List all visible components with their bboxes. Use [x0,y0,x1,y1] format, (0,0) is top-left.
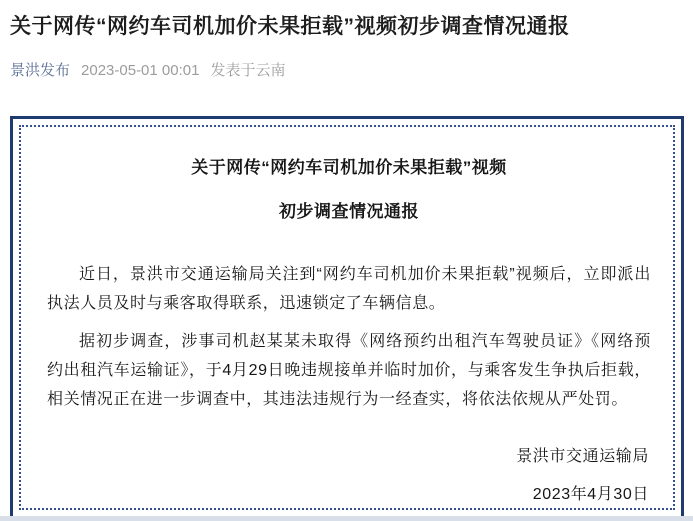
page-title: 关于网传“网约车司机加价未果拒载”视频初步调查情况通报 [10,15,570,38]
notice-body [47,260,651,414]
notice-inner-border [19,125,675,510]
notice-paragraph: 近日，景洪市交通运输局关注到“网约车司机加价未果拒载”视频后，立即派出执法人员及时与乘客取得联系，迅速锁定了车辆信息。 [47,266,651,312]
notice-paragraph: 据初步调查，涉事司机赵某某未取得《网络预约出租汽车驾驶员证》《网络预约出租汽车运输证》，于4月29日晚违规接单并临时加价，与乘客发生争执后拒载，相关情况正在进一步调查中，其违法违规行为一经查实，将依法依规从严处罚。 [47,333,651,408]
bottom-edge-strip [0,516,693,521]
account-name-link[interactable]: 景洪发布 [10,62,71,79]
publish-datetime: 2023-05-01 00:01 [81,62,200,79]
article-meta [10,59,684,80]
signature-block [47,443,651,504]
notice-date: 2023年4月30日 [532,486,649,503]
notice-box [10,116,684,519]
notice-signature: 景洪市交通运输局 [516,448,649,465]
publish-location: 发表于云南 [210,62,286,79]
notice-title-line2: 初步调查情况通报 [279,202,419,221]
notice-title-line1: 关于网传“网约车司机加价未果拒载”视频 [191,158,507,177]
